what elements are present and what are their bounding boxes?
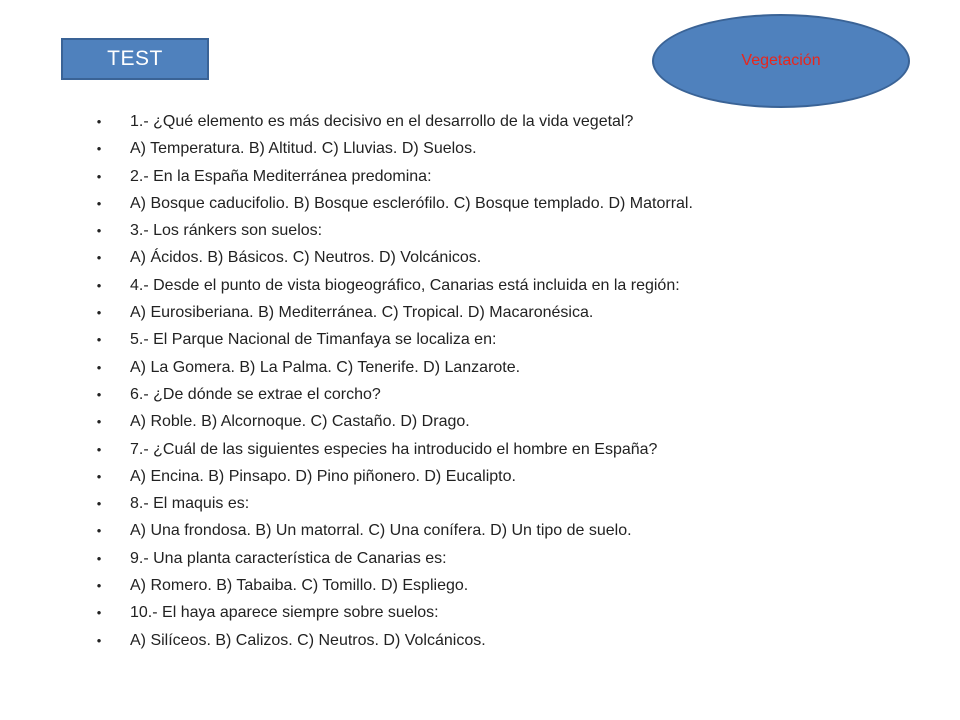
bullet-icon: • [96,141,102,157]
list-item [92,326,912,353]
bullet-icon: • [96,305,102,321]
bullet-icon: • [96,223,102,239]
list-item-text: A) Encina. B) Pinsapo. D) Pino piñonero. D) Eucalipto. [130,467,516,485]
list-item [92,354,912,381]
list-item-text: 10.- El haya aparece siempre sobre suelos: [130,604,439,622]
list-item-text: 8.- El maquis es: [130,495,250,513]
list-item-text: A) La Gomera. B) La Palma. C) Tenerife. D) Lanzarote. [130,358,521,376]
list-item [92,545,912,572]
bullet-icon: • [96,168,102,184]
bullet-icon: • [96,578,102,594]
list-item-text: A) Temperatura. B) Altitud. C) Lluvias. D) Suelos. [130,140,477,158]
list-item-text: 3.- Los ránkers son suelos: [130,222,323,240]
bullet-icon: • [96,605,102,621]
bullet-icon: • [96,277,102,293]
test-badge [61,38,209,80]
bullet-icon: • [96,496,102,512]
list-item [92,436,912,463]
list-item-text: 7.- ¿Cuál de las siguientes especies ha introducido el hombre en España? [130,440,658,458]
list-item-text: A) Bosque caducifolio. B) Bosque esclerófilo. C) Bosque templado. D) Matorral. [130,194,693,212]
bullet-icon: • [96,114,102,129]
list-item [92,408,912,435]
bullet-icon: • [96,632,102,648]
list-item [92,272,912,299]
list-item [92,381,912,408]
list-item-text: A) Ácidos. B) Básicos. C) Neutros. D) Volcánicos. [130,249,482,267]
bullet-icon: • [96,550,102,566]
bullet-icon: • [96,414,102,430]
bullet-icon: • [96,359,102,375]
list-item [92,517,912,544]
list-item [92,244,912,271]
list-item-text: 2.- En la España Mediterránea predomina: [130,167,432,185]
question-list [92,108,912,654]
list-item-text: A) Eurosiberiana. B) Mediterránea. C) Tropical. D) Macaronésica. [130,304,594,322]
bullet-icon: • [96,441,102,457]
list-item-text: A) Silíceos. B) Calizos. C) Neutros. D) Volcánicos. [130,631,486,649]
topic-ellipse [652,14,910,108]
list-item [92,190,912,217]
bullet-icon: • [96,250,102,266]
bullet-icon: • [96,468,102,484]
list-item [92,299,912,326]
list-item [92,217,912,244]
bullet-icon: • [96,195,102,211]
list-item [92,627,912,654]
list-item [92,599,912,626]
list-item [92,108,912,135]
topic-label: Vegetación [741,52,821,69]
list-item-text: 5.- El Parque Nacional de Timanfaya se localiza en: [130,331,497,349]
list-item-text: 1.- ¿Qué elemento es más decisivo en el desarrollo de la vida vegetal? [130,113,634,130]
bullet-icon: • [96,523,102,539]
bullet-icon: • [96,332,102,348]
list-item [92,572,912,599]
list-item-text: A) Una frondosa. B) Un matorral. C) Una conífera. D) Un tipo de suelo. [130,522,632,540]
bullet-icon: • [96,386,102,402]
list-item [92,135,912,162]
list-item-text: A) Romero. B) Tabaiba. C) Tomillo. D) Espliego. [130,577,469,595]
list-item-text: A) Roble. B) Alcornoque. C) Castaño. D) Drago. [130,413,470,431]
list-item-text: 4.- Desde el punto de vista biogeográfico, Canarias está incluida en la región: [130,276,680,294]
list-item-text: 6.- ¿De dónde se extrae el corcho? [130,385,381,403]
list-item [92,163,912,190]
list-item-text: 9.- Una planta característica de Canarias es: [130,549,447,567]
list-item [92,463,912,490]
list-item [92,490,912,517]
test-badge-label: TEST [107,47,163,70]
